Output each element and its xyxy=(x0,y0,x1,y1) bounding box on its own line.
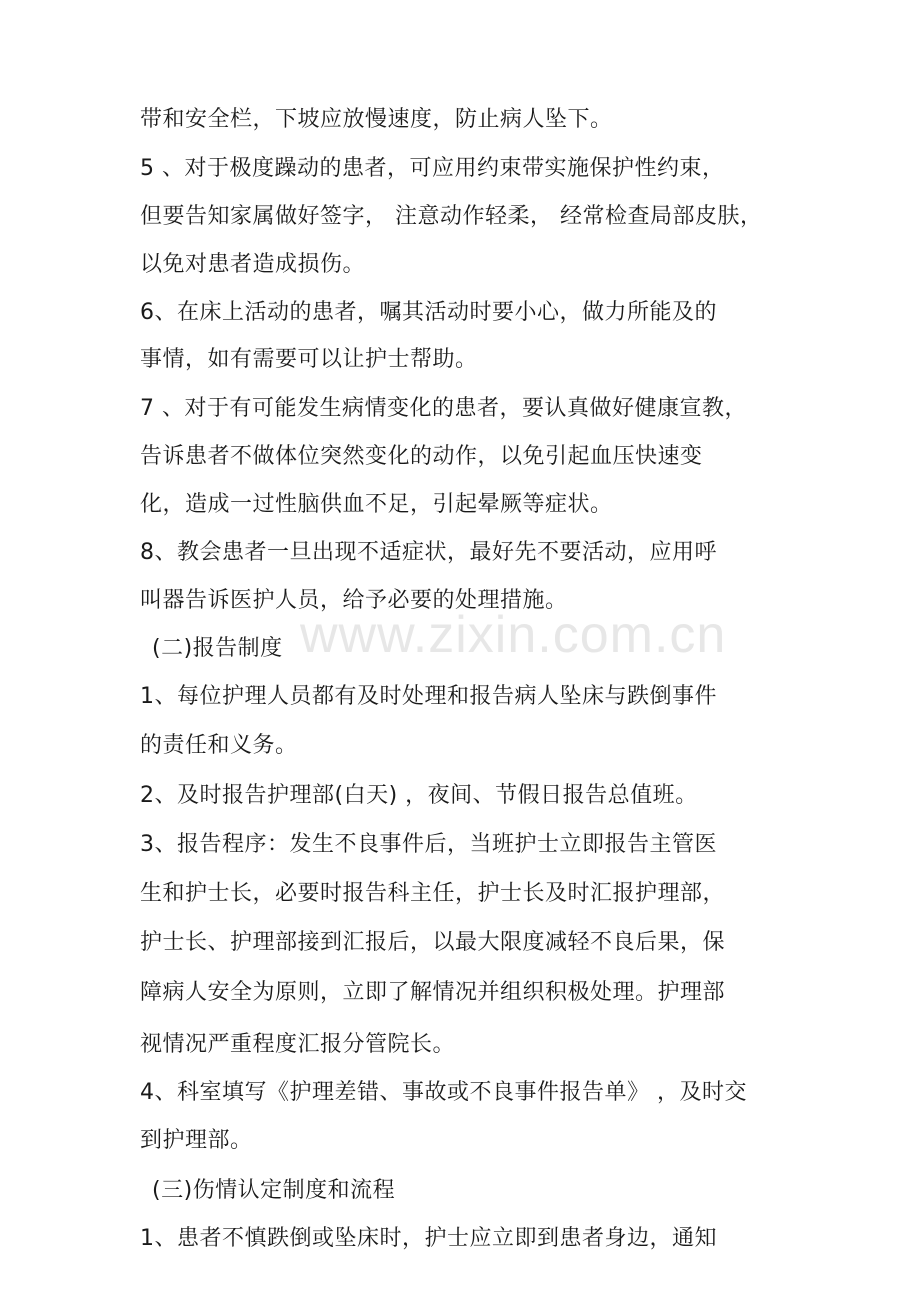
text-line-9: 化，造成一过性脑供血不足，引起晕厥等症状。 xyxy=(140,492,613,517)
text-line-11: 叫器告诉医护人员，给予必要的处理措施。 xyxy=(140,588,568,613)
text-line-21: 4、科室填写《护理差错、事故或不良事件报告单》 ，及时交 xyxy=(140,1080,747,1105)
text-line-5: 6、在床上活动的患者，嘱其活动时要小心，做力所能及的 xyxy=(140,300,717,325)
text-line-20: 视情况严重程度汇报分管院长。 xyxy=(140,1032,456,1057)
text-line-2: 5 、对于极度躁动的患者，可应用约束带实施保护性约束， xyxy=(140,156,725,181)
text-line-19: 障病人安全为原则，立即了解情况并组织积极处理。护理部 xyxy=(140,980,726,1005)
text-line-7: 7 、对于有可能发生病情变化的患者，要认真做好健康宣教， xyxy=(140,396,747,421)
text-line-10: 8、教会患者一旦出现不适症状，最好先不要活动，应用呼 xyxy=(140,540,717,565)
text-line-4: 以免对患者造成损伤。 xyxy=(140,252,366,277)
text-line-18: 护士长、护理部接到汇报后，以最大限度减轻不良后果，保 xyxy=(140,930,726,955)
section-heading-report: (二)报告制度 xyxy=(152,636,283,661)
text-line-8: 告诉患者不做体位突然变化的动作，以免引起血压快速变 xyxy=(140,444,703,469)
text-line-15: 2、及时报告护理部(白天) ，夜间、节假日报告总值班。 xyxy=(140,783,698,808)
text-line-6: 事情，如有需要可以让护士帮助。 xyxy=(140,347,478,372)
text-line-22: 到护理部。 xyxy=(140,1128,253,1153)
text-line-3: 但要告知家属做好签字， 注意动作轻柔， 经常检查局部皮肤， xyxy=(140,204,763,229)
text-line-1: 带和安全栏，下坡应放慢速度，防止病人坠下。 xyxy=(140,107,613,132)
text-line-14: 的责任和义务。 xyxy=(140,733,298,758)
text-line-16: 3、报告程序：发生不良事件后，当班护士立即报告主管医 xyxy=(140,832,717,857)
watermark-text: www.zixin.com.cn xyxy=(300,606,727,664)
text-line-13: 1、每位护理人员都有及时处理和报告病人坠床与跌倒事件 xyxy=(140,684,717,709)
text-line-17: 生和护士长，必要时报告科主任，护士长及时汇报护理部， xyxy=(140,881,726,906)
text-line-24: 1、患者不慎跌倒或坠床时，护士应立即到患者身边，通知 xyxy=(140,1226,717,1251)
section-heading-injury: (三)伤情认定制度和流程 xyxy=(152,1178,396,1203)
